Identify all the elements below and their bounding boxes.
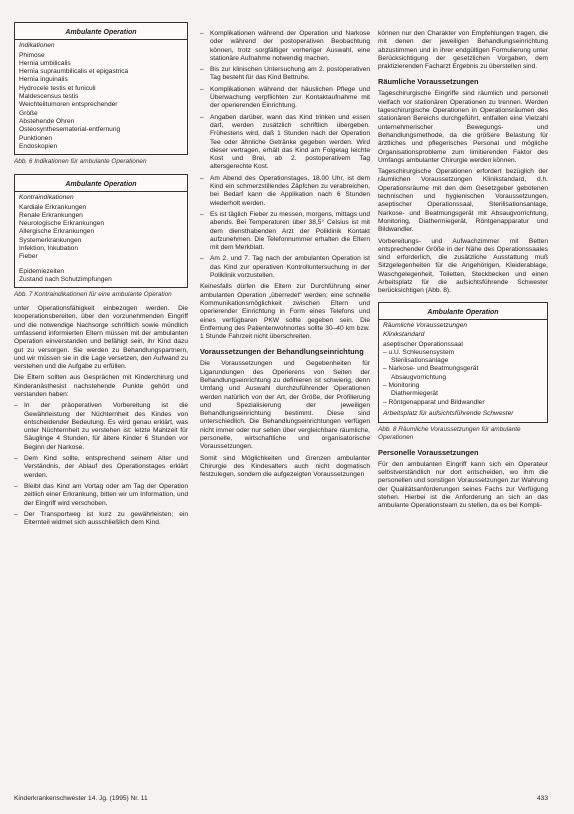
list-item: Hernia supraumbilicalis et epigastrica [19, 68, 129, 76]
list-item: Weichteiltumoren entsprechender [19, 101, 118, 109]
list-item: Absaugvorrichtung [391, 373, 446, 381]
list-item: – Es ist täglich Fieber zu messen, morgens, mittags und abends. Bei Temperaturen über 38,5° Celsius ist mit dem diensthabenden Arzt der Poliklinik Kontakt aufzunehmen. Die Telefonnummer erhalten die Eltern mit dem Merkblatt. [200, 211, 370, 252]
column-2 [200, 30, 370, 483]
list-item: aseptischer Operationssaal [383, 340, 463, 348]
spatial-requirements-box [378, 302, 548, 424]
list-item: – In der präoperativen Vorbereitung ist die Gewährleistung der Nüchternheit des Kindes von entscheidender Bedeutung. Es wird genau erklärt, was unter Nüchternheit zu verstehen ist: letzte Mahlzeit für Säuglinge 4 Stunden, für ältere Kinder 6 Stunden vor Beginn der Narkose. [14, 402, 188, 452]
list-item: – Am 2. und 7. Tag nach der ambulanten Operation ist das Kind zur operativen Kontrolluntersuchung in der Poliklinik vorzustellen. [200, 255, 370, 280]
list-item: – Monitoring [383, 381, 420, 389]
box-subtitle: Kontraindikationen [19, 194, 74, 202]
box-subtitle: Indikationen [19, 42, 55, 50]
list-item: – Angaben darüber, wann das Kind trinken und essen darf, werden zusätzlich schriftlich übergeben. Frühestens wird, daß 1 Stunden nach der Operation Tee oder ähnliche Getränke gegeben werden. Wird dieser vertragen, erhält das Kind am Folgetag leichte Kost und Brei, ab 2. postoperativem Tag altersgerechte Kost. [200, 114, 370, 172]
column-1 [14, 22, 188, 530]
list-item: Größe [19, 109, 38, 117]
list-item: Maldescensus testis [19, 93, 79, 101]
list-item: – Komplikationen während der Operation und Narkose oder während der postoperativen Beobachtung können, trotz sorgfältiger vorheriger Auswahl, eine stationäre Aufnahme notwendig machen. [200, 30, 370, 63]
body-paragraph: Die Eltern sollten aus Gesprächen mit Kinderchirurg und Kinderanästhesist nachstehende Punkte gehört und verstanden haben: [14, 374, 188, 398]
list-item: Sterilisationsanlage [391, 357, 449, 365]
body-paragraph: können nur den Charakter von Empfehlungen tragen, die mit denen der jeweiligen Behandlungseinrichtung abzustimmen und in ihrer endgültigen Formulierung unter Berücksichtigung der gesetzlichen Vorgaben, dem praktizierenden Facharzt Ergebnis zu überstellen sind. [378, 30, 548, 71]
contraindications-list-2 [19, 268, 183, 285]
box-title: Ambulante Operation [65, 29, 137, 36]
list-item: Zustand nach Schutzimpfungen [19, 275, 112, 283]
section-heading: Voraussetzungen der Behandlungseinrichtung [200, 347, 364, 357]
box-title: Ambulante Operation [65, 180, 137, 188]
section-heading: Personelle Voraussetzungen [378, 447, 479, 457]
box-subtitle-2: Klinikstandard [383, 331, 425, 339]
list-item: Hernia umbilicalis [19, 59, 71, 67]
divider [379, 319, 547, 320]
spatial-list [383, 341, 543, 407]
list-item: – Komplikationen während der häuslichen Pflege und Überwachung verpflichten zur Kontaktaufnahme mit der operierenden Einrichtung. [200, 86, 370, 111]
body-paragraph: Somit sind Möglichkeiten und Grenzen ambulanter Chirurgie des Kindesalters auch nicht dogmatisch festzulegen, sondern die aufgezeigten Voraussetzungen [200, 454, 370, 479]
body-paragraph: Keinesfalls dürfen die Eltern zur Durchführung einer ambulanten Operation „überredet“ werden; eine schnelle Kommunikationsmöglichkeit zwischen Eltern und operierender Einrichtung in Form eines Telefons und eines verfügbaren PKW sollte gegeben sein. Die Entfernung des Patientenwohnortes sollte 30–40 km bzw. 1 Stunde Fahrzeit nicht überschreiten. [200, 283, 370, 341]
list-item: Endoskopien [19, 142, 58, 150]
contraindications-list [19, 204, 183, 262]
list-item: – Dem Kind sollte, entsprechend seinem Alter und Verständnis, der Ablauf des Operationstages erklärt werden. [14, 455, 188, 480]
list-item: Phimose [19, 51, 45, 59]
list-item: Neurologische Erkrankungen [19, 220, 105, 228]
list-item: – Röntgenapparat und Bildwandler [383, 398, 485, 406]
list-item: Hernia inguinalis [19, 76, 68, 84]
list-item: – u.U. Schleusensystem [383, 348, 455, 356]
body-paragraph: Vorbereitungs- und Aufwachzimmer mit Betten entsprechender Größe in der Nähe des Operationssaales sind erforderlich, die zusätzliche Ausstattung muß Sitzgelegenheiten für die Angehörigen, Kleiderablage, Waschgelegenheit, Toiletten, Steckbecken und einen Arbeitsplatz für die aufsichtsführende Schwester berücksichtigen (Abb. 8). [378, 237, 548, 295]
divider [15, 39, 187, 40]
body-paragraph: Tageschirurgische Eingriffe sind räumlich und personell vielfach vor stationären Operationen zu trennen. Werden tageschirurgische Operationen in Operationsräumen des stationären Bereichs durchgeführt, entfallen eine Vielzahl unternehmerischer Bewegungs- und Behandlungsmethode, da die größere Belastung für ärztliches und pflegerisches Personal und mögliche Organisationsprobleme zum limitierenden Faktor des Umfangs ambulanter Chirurgie werden können. [378, 90, 548, 164]
page-number: 433 [536, 795, 548, 802]
list-item: – Bis zur klinischen Untersuchung am 2. postoperativen Tag besteht für das Kind Bettruhe. [200, 66, 370, 83]
figure-caption: Abb. 8 Räumliche Voraussetzungen für ambulante Operationen [378, 426, 521, 441]
list-item: Punktionen [19, 134, 52, 142]
list-item: – Am Abend des Operationstages, 18.00 Uhr, ist dem Kind ein schmerzstillendes Zäpfchen zu verabreichen, bei Bedarf kann die Applikation nach 6 Stunden wiederholt werden. [200, 175, 370, 208]
divider [15, 191, 187, 192]
list-item: Diathermiegerät [391, 390, 438, 398]
indications-list [19, 52, 183, 152]
figure-caption: Abb. 7 Kontraindikationen für eine ambulante Operation [14, 291, 172, 299]
list-item: Renale Erkrankungen [19, 211, 83, 219]
body-paragraph: Die Voraussetzungen und Gegebenheiten für Ligarundungen des Operierens von Seiten der Behandlungseinrichtung zu definieren ist schwierig, denn Umfang und Auswahl durchzuführender Operationen werden natürlich von der Art, der Größe, der Profilierung und Spezialisierung der jeweiligen Behandlungseinrichtung bestimmt. Diese sind unterschiedlich. Die Behandlungseinrichtungen verfügen nicht immer oder nur selten über vergleichbare räumliche, personelle, wirtschaftliche und organisatorische Voraussetzungen. [200, 360, 370, 451]
body-paragraph: Tageschirurgische Operationen erfordert bezüglich der räumlichen Voraussetzungen Klinikstandard, d.h. Operationsräume mit den dem Gesetzgeber gebotenen technischen und hygienischen Voraussetzungen, aseptischer Operationssaal, Sterilisationsanlage, Narkose- und Beatmungsgerät mit Absaugvorrichtung, Monitoring, Diathermiegerät, Röntgenapparatur und Bildwandler. [378, 168, 548, 234]
contraindications-box [14, 174, 188, 288]
box-subtitle: Räumliche Voraussetzungen [383, 321, 468, 329]
indications-box [14, 22, 188, 155]
figure-caption: Abb. 6 Indikationen für ambulante Operationen [14, 158, 147, 166]
section-heading: Räumliche Voraussetzungen [378, 77, 479, 87]
box-subtitle-3: Arbeitsplatz für aufsichtsführende Schwester [383, 409, 514, 417]
list-item: Abstehende Ohren [19, 117, 75, 125]
list-item: Osteosynthesematerial-entfernung [19, 126, 121, 134]
list-item: Fieber [19, 253, 38, 261]
list-item: Infektion, Inkubation [19, 245, 79, 253]
list-item: – Bleibt das Kind am Vortag oder am Tag der Operation zeitlich einer Erkrankung, bitten wir um Information, und der Eingriff wird verschoben. [14, 483, 188, 508]
list-item: Systemerkrankungen [19, 236, 82, 244]
list-item: Kardiale Erkrankungen [19, 203, 87, 211]
list-item: – Narkose- und Beatmungsgerät [383, 365, 479, 373]
list-item: Epidemiezeiten [19, 267, 65, 275]
body-paragraph: Für den ambulanten Eingriff kann sich ein Operateur selbstverständlich nur dort entscheiden, wo ihm die personellen und sonstigen Voraussetzungen zur Wahrung der Qualitätsanforderungen seines Fachs zur Verfügung stehen. Hierbei ist die Anforderung an sich an das ambulante Operationsteam zu stellen, da es bei Kompli- [378, 460, 548, 510]
list-item: Allergische Erkrankungen [19, 228, 95, 236]
postop-list [200, 30, 370, 280]
list-item: Hydrocele testis et funiculi [19, 84, 96, 92]
list-item: – Der Transportweg ist kurz zu gewährleisten; ein Elternteil widmet sich ausschließlich dem Kind. [14, 511, 188, 528]
body-paragraph: unter Operationsfähigkeit einbezogen werden. Die kooperationsbereiten, über den vorzunehmenden Eingriff und die notwendige Nachsorge schriftlich sowie mündlich umfassend informierten Eltern müssen mit der ambulanten Operation einverstanden und befähigt sein, ihr Kind dazu gut zu versorgen. Sie werden zu Behandlungspartnern, und wir müssen sie in die Lage versetzen, den Aufwand zu verstehen und die Aufgabe zu erfüllen. [14, 305, 188, 371]
column-3 [378, 30, 548, 514]
journal-info: Kinderkrankenschwester 14. Jg. (1995) Nr. 11 [14, 795, 148, 802]
parent-instructions-list [14, 402, 188, 527]
box-title: Ambulante Operation [427, 308, 499, 316]
